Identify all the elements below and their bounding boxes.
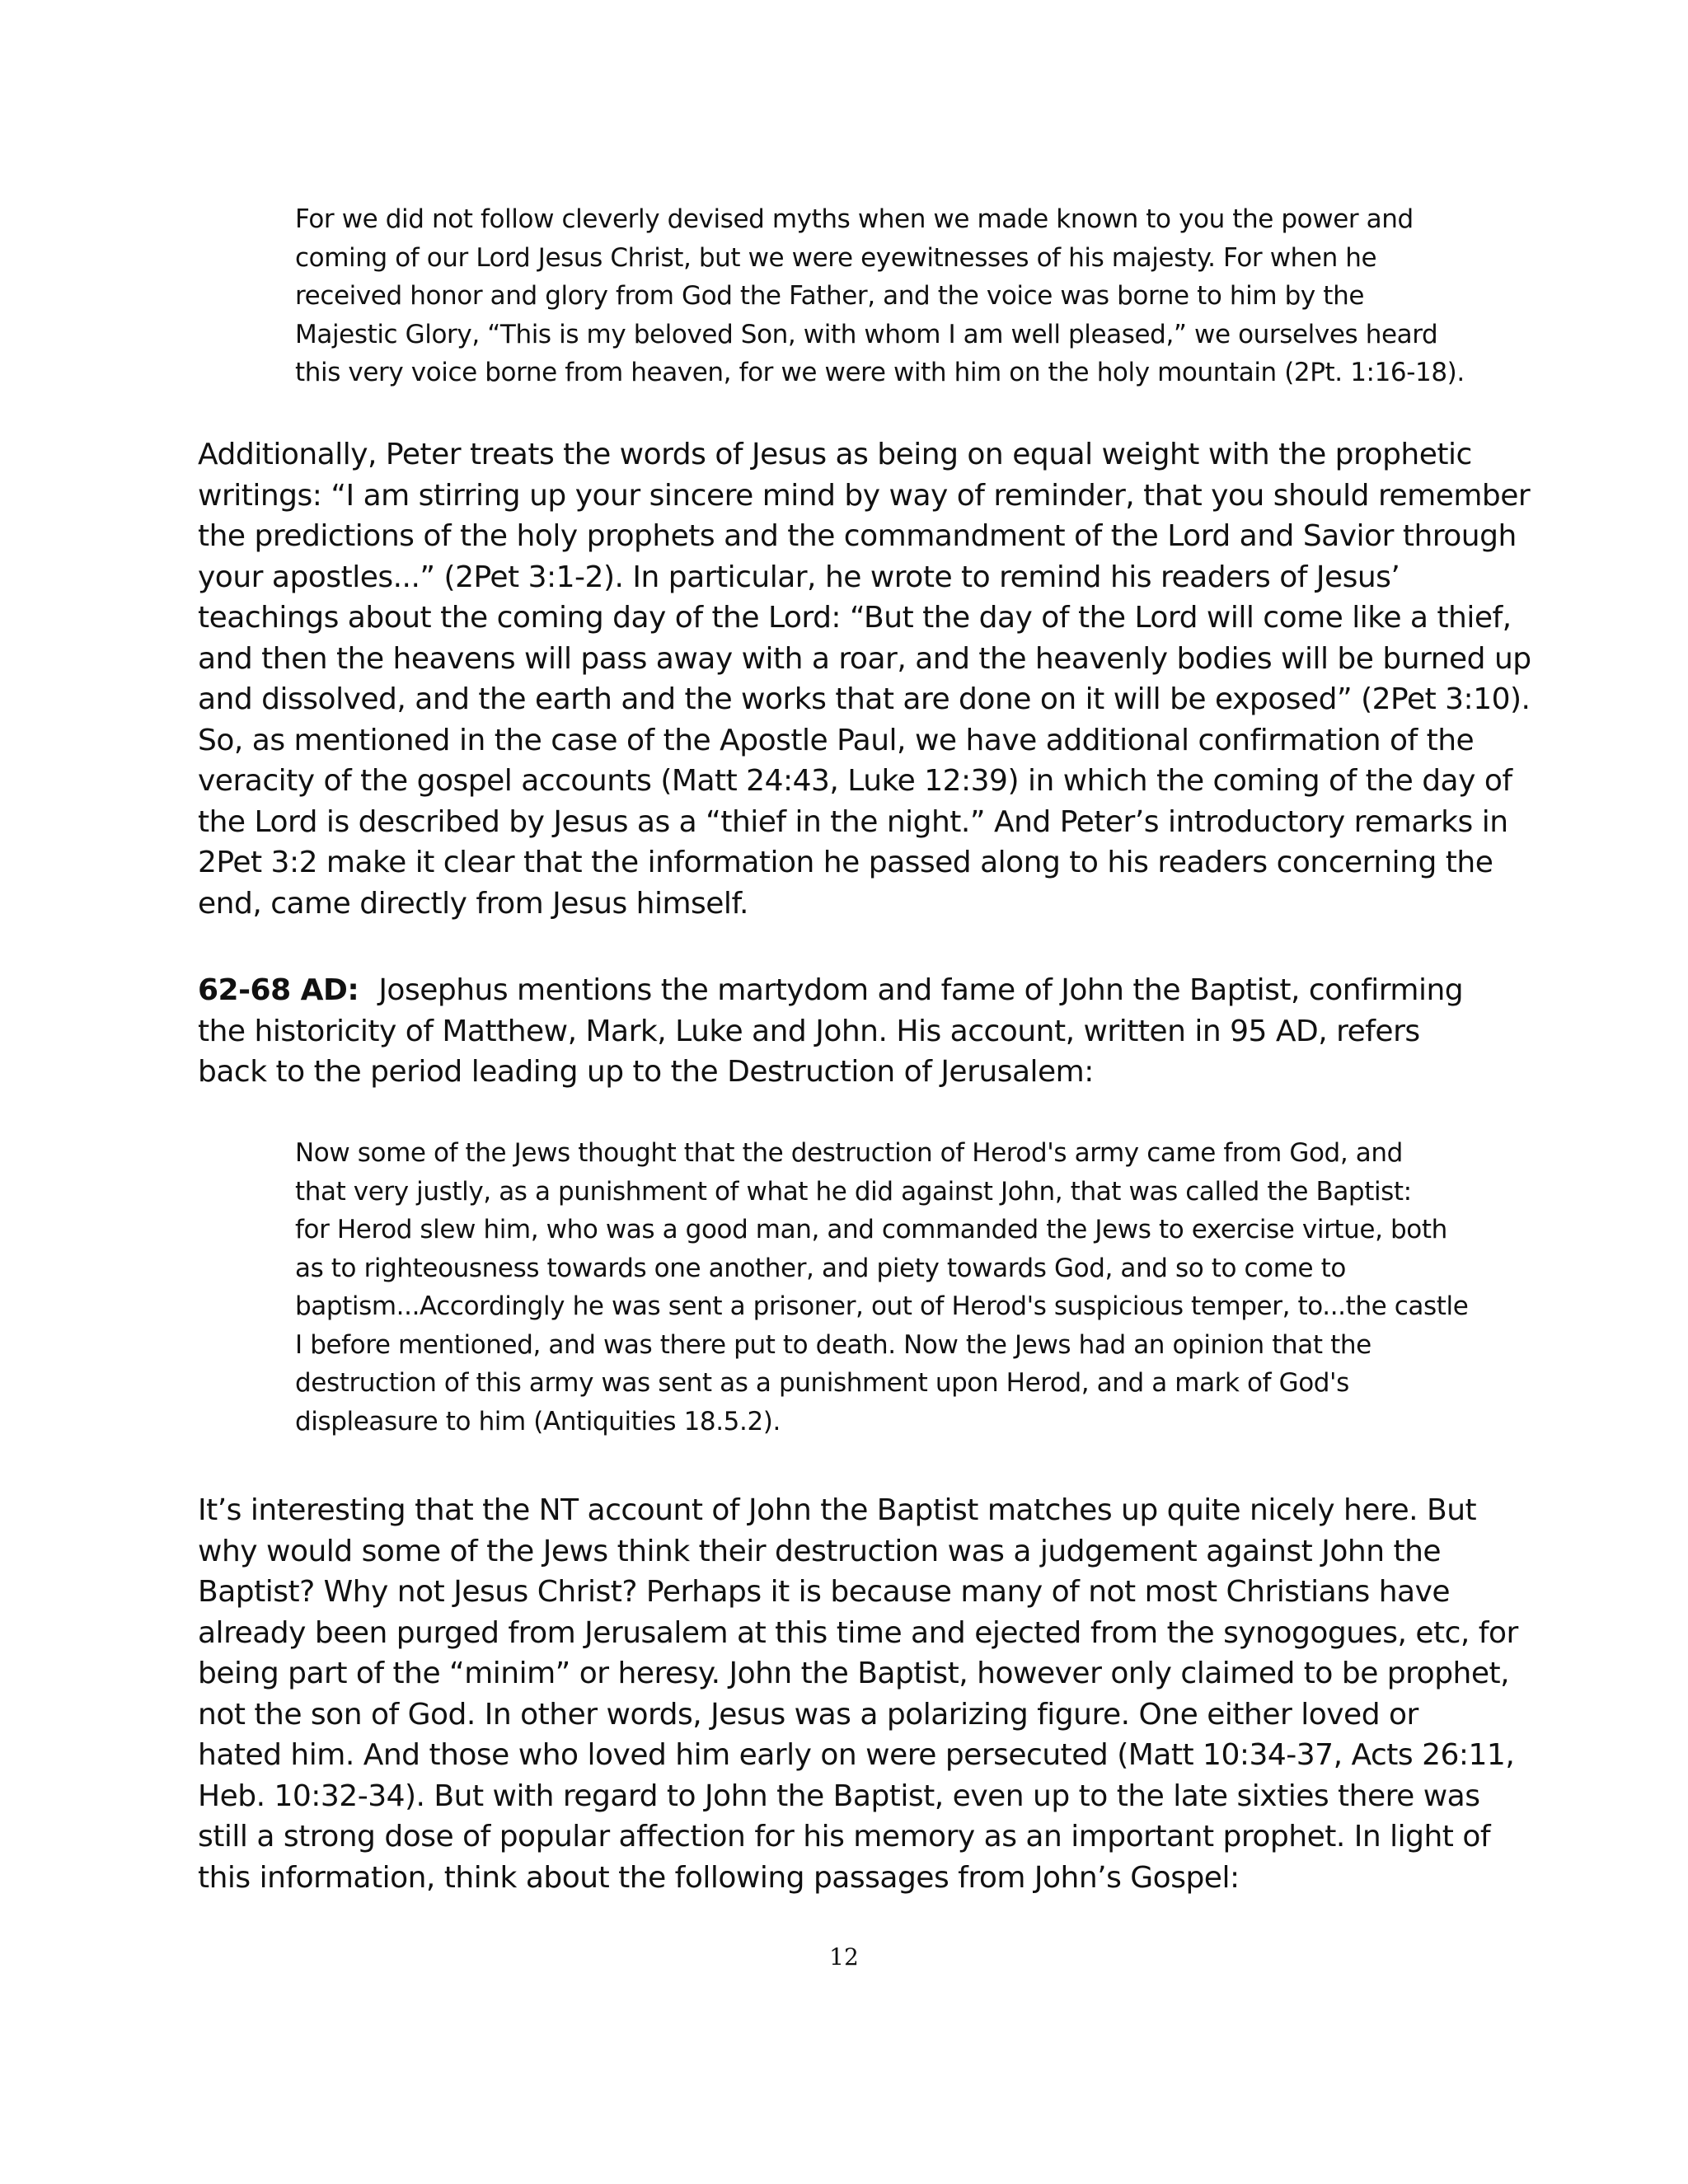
date-label: 62-68 AD: — [198, 973, 359, 1007]
paragraph-line: end, came directly from Jesus himself. — [198, 886, 748, 921]
paragraph-line: veracity of the gospel accounts (Matt 24:43, Luke 12:39) in which the coming of the day of — [198, 764, 1512, 798]
paragraph-line: Baptist? Why not Jesus Christ? Perhaps it is because many of not most Christians have — [198, 1575, 1451, 1609]
paragraph-line: not the son of God. In other words, Jesus was a polarizing figure. One either loved or — [198, 1697, 1418, 1732]
paragraph-line: and dissolved, and the earth and the works that are done on it will be exposed” (2Pet 3:10). — [198, 682, 1531, 716]
quote-line: this very voice borne from heaven, for we were with him on the holy mountain (2Pt. 1:16-18). — [295, 358, 1465, 387]
paragraph-line: It’s interesting that the NT account of John the Baptist matches up quite nicely here. But — [198, 1493, 1477, 1527]
paragraph-line: So, as mentioned in the case of the Apostle Paul, we have additional confirmation of the — [198, 723, 1475, 757]
block-quote-2peter — [295, 200, 1482, 392]
paragraph-line: this information, think about the following passages from John’s Gospel: — [198, 1860, 1240, 1895]
quote-line: that very justly, as a punishment of what he did against John, that was called the Baptist: — [295, 1176, 1412, 1207]
quote-line: destruction of this army was sent as a punishment upon Herod, and a mark of God's — [295, 1368, 1349, 1398]
quote-line: as to righteousness towards one another, and piety towards God, and so to come to — [295, 1253, 1346, 1283]
quote-line: Now some of the Jews thought that the destruction of Herod's army came from God, and — [295, 1138, 1403, 1168]
quote-line: For we did not follow cleverly devised myths when we made known to you the power and — [295, 204, 1414, 234]
paragraph-line: being part of the “minim” or heresy. John the Baptist, however only claimed to be prophet, — [198, 1657, 1510, 1690]
paragraph-line: the Lord is described by Jesus as a “thief in the night.” And Peter’s introductory remarks in — [198, 804, 1508, 839]
quote-line: received honor and glory from God the Father, and the voice was borne to him by the — [295, 281, 1364, 311]
quote-line: coming of our Lord Jesus Christ, but we were eyewitnesses of his majesty. For when he — [295, 242, 1377, 273]
paragraph-peter — [198, 434, 1531, 924]
quote-line: Majestic Glory, “This is my beloved Son, with whom I am well pleased,” we ourselves heard — [295, 319, 1438, 349]
quote-line: baptism...Accordingly he was sent a prisoner, out of Herod's suspicious temper, to...the castle — [295, 1291, 1469, 1321]
page-number: 12 — [829, 1943, 859, 1971]
paragraph-line: already been purged from Jerusalem at this time and ejected from the synogogues, etc, for — [198, 1615, 1518, 1650]
paragraph-line-text: Josephus mentions the martydom and fame of John the Baptist, confirming — [378, 973, 1464, 1007]
paragraph-line: still a strong dose of popular affection for his memory as an important prophet. In light of — [198, 1820, 1491, 1854]
paragraph-line: the predictions of the holy prophets and the commandment of the Lord and Savior through — [198, 519, 1517, 553]
paragraph-line: 2Pet 3:2 make it clear that the information he passed along to his readers concerning the — [198, 846, 1493, 879]
quote-line: displeasure to him (Antiquities 18.5.2). — [295, 1406, 781, 1436]
paragraph-line: hated him. And those who loved him early on were persecuted (Matt 10:34-37, Acts 26:11, — [198, 1738, 1515, 1772]
paragraph-line: your apostles...” (2Pet 3:1-2). In particular, he wrote to remind his readers of Jesus’ — [198, 560, 1400, 594]
quote-line: I before mentioned, and was there put to death. Now the Jews had an opinion that the — [295, 1329, 1372, 1360]
paragraph-line: why would some of the Jews think their destruction was a judgement against John the — [198, 1534, 1442, 1568]
paragraph-john-baptist — [198, 1490, 1518, 1898]
paragraph-josephus — [198, 970, 1484, 1093]
block-quote-antiquities — [295, 1134, 1482, 1441]
paragraph-line: the historicity of Matthew, Mark, Luke and John. His account, written in 95 AD, refers — [198, 1014, 1420, 1048]
quote-line: for Herod slew him, who was a good man, and commanded the Jews to exercise virtue, both — [295, 1215, 1447, 1244]
paragraph-line: back to the period leading up to the Destruction of Jerusalem: — [198, 1055, 1094, 1089]
paragraph-line: Heb. 10:32-34). But with regard to John the Baptist, even up to the late sixties there was — [198, 1779, 1480, 1813]
paragraph-line: writings: “I am stirring up your sincere mind by way of reminder, that you should remember — [198, 478, 1531, 513]
paragraph-line: teachings about the coming day of the Lord: “But the day of the Lord will come like a thief, — [198, 601, 1512, 635]
paragraph-line: and then the heavens will pass away with a roar, and the heavenly bodies will be burned up — [198, 641, 1531, 676]
paragraph-line: Additionally, Peter treats the words of Jesus as being on equal weight with the prophetic — [198, 438, 1472, 471]
paragraph-line — [198, 970, 1484, 1011]
